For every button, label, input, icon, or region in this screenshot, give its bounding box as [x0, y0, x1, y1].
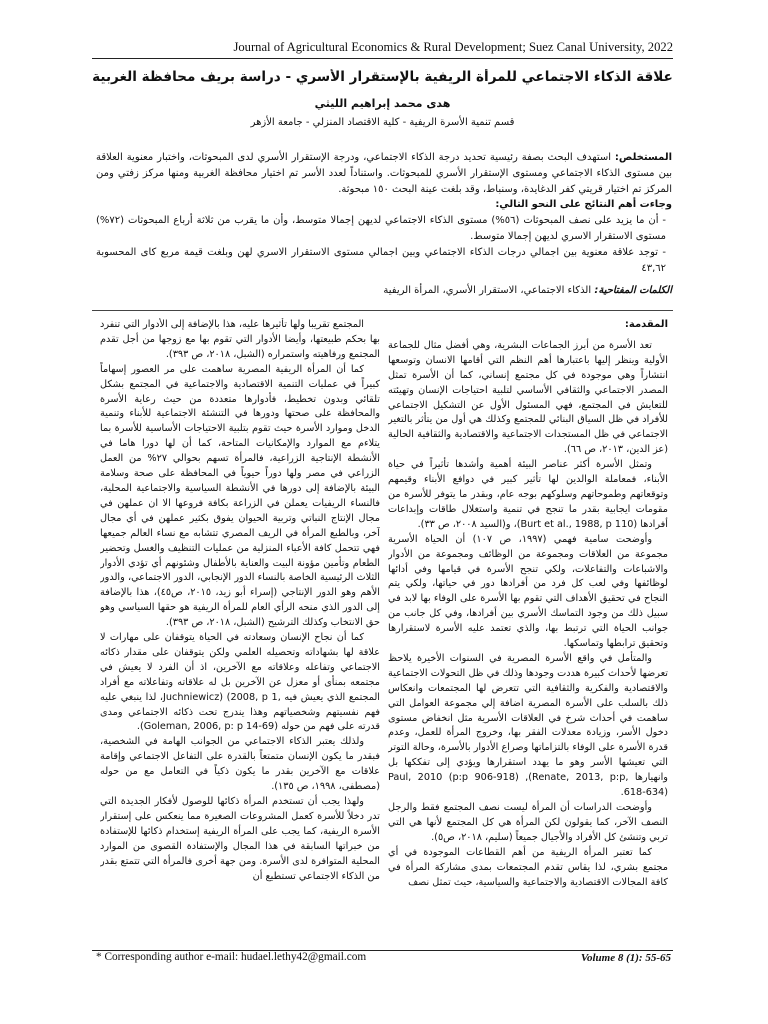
- abstract: [96, 150, 672, 299]
- keywords-label: الكلمات المفتاحية:: [594, 285, 672, 297]
- left-paragraph-3: كما أن نجاح الإنسان وسعادته في الحياة يتوقفان على مهارات لا علاقة لها بشهاداته وتحصيله العلمي ولكن يتوقفان على مقدار ذكائه الاجتماعي وتفاعله وعلاقاته مع الآخرين، اذ أن الفرد لا يعيش في مجتمعه بمنأى أو معزل عن الآخرين بل له علاقاته وتفاعلاته مع أفراد المجتمع الذي يعيش فيه ,Juchniewicz) (2008, p 1، لذا ينبغي عليه فهم نفسيتهم وشخصياتهم وهذا يندرج تحت ذكائه الاجتماعي ومدى قدرته على فهم من حوله (Goleman, 2006, p: p 14-69).: [100, 632, 380, 733]
- right-paragraph-5: وأوضحت الدراسات أن المرأة ليست نصف المجتمع فقط والرجل النصف الآخر، كما يقولون لكن المرأة هي كل المجتمع لأنها هي التي تربي وتنشئ كل الأفراد والأجيال جميعاً (سليم، ٢٠١٨، ص٥).: [388, 802, 668, 843]
- right-paragraph-6: كما تعتبر المرأة الريفية من أهم القطاعات الموجودة في أي مجتمع بشري، لذا يقاس تقدم المجتمعات بمدى مشاركة المرأة في كافة المجالات الاقتصادية والاجتماعية والسياسية، حيث تمثل نصف: [388, 846, 668, 888]
- keywords: [96, 283, 672, 299]
- volume-info: Volume 8 (1): 55-65: [580, 952, 671, 964]
- right-paragraph-3: وأوضحت سامية فهمي (١٩٩٧، ص ١٠٧) أن الحياة الأسرية مجموعة من العلاقات ومجموعة من الوظائف ومجموعة من الأدوار والاشباعات والتفاعلات، ولكي تنجح الأسرة في قيامها وفي أدائها لوظائفها وفي لعب كل فرد من أفرادها دور في حياتها، ولكي يتم النجاح في تحقيق الأهداف التي تقوم بها الأسرة على الوفاء بها لابد في سبيل ذلك من وجود التماسك الأسري بين أفرادها، وفي كل جانب من جوانب الحياة التي ترتبط بها، والذي تعتمد عليه الأسرة لاستقرارها وتحقيق ترابطها وتماسكها.: [388, 533, 668, 650]
- abstract-paragraph: [96, 150, 672, 197]
- right-paragraph-4: والمتأمل في واقع الأسرة المصرية في السنوات الأخيرة يلاحظ تعرضها لأحداث كبيرة هددت وجودها وذلك في ظل التحولات الاجتماعية والاقتصادية والفكرية والثقافية التي تتعرض لها المجتمعات وانعكاس ذلك بالسلب على الأسرة المصرية اضافة إلي مجموعة العوامل التي ساهمت في أحداث شرخ في العلاقات الأسرية مثل انخفاض مستوى دخول الأسر، وزيادة معدلات الفقر بها، وخروج المرأة للعمل، وعدم قدرة الأسرة على الوفاء بالتزاماتها وصراع الأدوار بالأسرة، وحالة التوتر التي تعيشها الأسر وهو ما يهدد استقرارها ويؤدي إلى تفككها بل وانهيارها ,Paul, 2010 (p:p 906-918) ,(Renate, 2013, p:p 618-634).: [388, 652, 668, 799]
- journal-header: Journal of Agricultural Economics & Rural Development; Suez Canal University, 2022: [233, 40, 673, 54]
- result-item-2: - توجد علاقة معنوية بين اجمالي درجات الذكاء الاجتماعي وبين اجمالي مستوى الاستقرار الاسري لهن وبلغت قيمة مربع كاى المحسوبة ٤٣,٦٢: [96, 246, 667, 274]
- paper-title: علاقة الذكاء الاجتماعي للمرأة الريفية بالإستقرار الأسري - دراسة بريف محافظة الغربية: [92, 69, 673, 85]
- result-item-1: - أن ما يزيد على نصف المبحوثات (٥٦%) مستوى الذكاء الاجتماعي لديهن إجمالا متوسط، وأن ما يقرب من ثلاثة أرباع المبحوثات (٧٢%) مستوى الاستقرار الاسري لديهن إجمالا متوسط.: [96, 215, 666, 242]
- right-paragraph-1: تعد الأسرة من أبرز الجماعات البشرية، وهي أفضل مثال للجماعة الأولية وينظر إليها باعتبارها أهم النظم التي أقامها الانسان وتوسعها انتشاراً وهي موجودة في كل مجتمع إنساني، كما أن الأسرة تمثل المصدر الاجتماعي والثقافي الأساسي لتلبية احتياجات الإنسان وتهيئته للتعايش في المجتمع، فهي المسئول الأول عن التشكيل الاجتماعي للأفراد في ظل السياق البنائي للمجتمع وكذلك هي أول من يتأثر بالتغير الاجتماعي في ظل المستجدات الاجتماعية والاقتصادية والثقافية الحالية (عز الدين، ٢٠١٣، ص ٦٦).: [388, 339, 668, 456]
- right-column: [388, 318, 668, 950]
- left-paragraph-1: المجتمع تقريبا ولها تأثيرها عليه، هذا بالإضافة إلى الأدوار التي تنفرد بها بحكم طبيعتها، وأيضا الأدوار التي تقوم بها مع زوجها من أجل تقدم المجتمع ورفاهيته واستمراره (الشبل، ٢٠١٨، ص ٣٩٣).: [100, 319, 380, 360]
- left-paragraph-4: ولذلك يعتبر الذكاء الاجتماعي من الجوانب الهامة في الشخصية، فبقدر ما يكون الإنسان متمتعاً بالقدرة على التفاعل الاجتماعي وإقامة علاقات مع الآخرين بقدر ما يكون ذكياً في التعامل مع من حوله (مصطفى، ١٩٩٨، ص ١٣٥).: [100, 736, 380, 793]
- abstract-label: المستخلص:: [614, 152, 672, 163]
- paper-affiliation: قسم تنمية الأسرة الريفية - كلية الاقتصاد المنزلي - جامعة الأزهر: [250, 117, 515, 128]
- abstract-text: استهدف البحث بصفة رئيسية تحديد درجة الذكاء الاجتماعي، ودرجة الإستقرار الأسري لدى المبحوثات، واختبار معنوية العلاقة بين مستوى الذكاء الاجتماعي ومستوى الإستقرار الأسري للمبحوثات. واستناداً لعدد الأسر تم اختيار محافظة الغربية ومنها مركز زفتي ومن المركز تم اختيار قريتي كفر الدغايدة، وسنباط، وقد بلغت عينة البحث ١٥٠ مبحوثة.: [96, 152, 672, 195]
- keywords-text: الذكاء الاجتماعي، الاستقرار الأسري، المرأة الريفية: [383, 285, 595, 297]
- left-paragraph-2: كما أن المرأة الريفية المصرية ساهمت على مر العصور إسهاماً كبيراً في عمليات التنمية الاقتصادية والاجتماعية في المجتمع بشكل تلقائي وبدون تخطيط، فأدوارها متعددة من حيث رعاية الأسرة والمحافظة على صحتها ودورها في التنشئة الاجتماعية للأبناء وتنمية الدخل وموارد الأسرة حيث تقوم بتلبية الاحتياجات الأساسية للأسرة بما يتلاءم مع الموارد والإمكانيات المتاحة، كما أن لها دورا هاما في الأنشطة الإنتاجية الزراعية، فالمرأة تسهم بحوالي ٢٧% من العمل الزراعي في مصر ولها دوراً حيوياً في المحافظة على صحة وسلامة البيئة بالإضافة إلى دورها في الأنشطة السياسية والاجتماعية المحلية، فالنساء الريفيات يعملن في الزراعة بكافة فروعها الا ان عملهن في مجال الإنتاج النباتي وتربية الحيوان يفوق بكثير عملهن في أي مجال آخر، وبالطبع المرأة في الريف المصري تتشابه مع نساء العالم جميعها فهي تتحمل كافة الأعباء المنزلية من عمليات التنظيف والغسل وتحضير الطعام وتأمين مؤونة البيت والعناية بالأطفال وشئونهم أي تؤدي الأدوار الثلاث الرئيسية الخاصة بالنساء الدور الإنجابي، الدور الاجتماعي، والدور الأهم وهو الدور الإنتاجي (إسراء أبو زيد، ٢٠١٥، ص٤٥)، هذا بالإضافة إلى الدور الذي منحه الرأي العام للمرأة الريفية هو حقها السياسي وهو حق الانتخاب وكذلك الترشيح (الشبل، ٢٠١٨، ص ٣٩٣).: [100, 363, 380, 629]
- corresponding-author-email: * Corresponding author e-mail: hudael.lethy42@gmail.com: [96, 951, 367, 963]
- results-heading: وجاءت أهم النتائج على النحو التالي:: [495, 199, 672, 211]
- abstract-divider: [92, 310, 673, 311]
- header-divider: [92, 58, 673, 59]
- result-text-2: توجد علاقة معنوية بين اجمالي درجات الذكاء الاجتماعي وبين اجمالي مستوى الاستقرار الاسري لهن وبلغت قيمة مربع كاى المحسوبة ٤٣,٦٢: [96, 246, 666, 274]
- left-paragraph-5: ولهذا يجب أن تستخدم المرأة ذكائها للوصول لأفكار الجديدة التي تدر دخلاً للأسرة كعمل المشروعات الصغيرة مما ينعكس على إستقرار الأسرة الريفية، كما يجب على المرأة الريفية إستخدام ذكائها للإستفادة من خبراتها السابقة في هذا المجال والإستفادة القصوى من الموارد المحلية المتوافرة لدى الأسرة. ومن جهة أخرى فالمرأة التي تتمتع بقدر من الذكاء الاجتماعي تستطيع أن: [100, 796, 380, 882]
- intro-heading: المقدمة:: [624, 319, 668, 330]
- right-paragraph-2: وتمثل الأسرة أكثر عناصر البيئة أهمية وأشدها تأثيراً في حياة الأبناء، فمعاملة الوالدين لها تأثير كبير في دوافع الأبناء وقيمهم وتوقعاتهم وطموحاتهم وسلوكهم بوجه عام، وبقدر ما يتوفر للأسرة من مقومات ايجابية بقدر ما تنجح في تنمية واستغلال طاقات وإبداعات أفرادها (Burt et al., 1988, p 110)، و(السيد ٢٠٠٨، ص ٣٣).: [388, 459, 668, 530]
- result-text-1: أن ما يزيد على نصف المبحوثات (٥٦%) مستوى الذكاء الاجتماعي لديهن إجمالا متوسط، وأن ما يقرب من ثلاثة أرباع المبحوثات (٧٢%) مستوى الاستقرار الاسري لديهن إجمالا متوسط.: [96, 215, 666, 242]
- paper-author: هدى محمد إبراهيم الليثي: [314, 97, 451, 110]
- left-column: [100, 318, 380, 950]
